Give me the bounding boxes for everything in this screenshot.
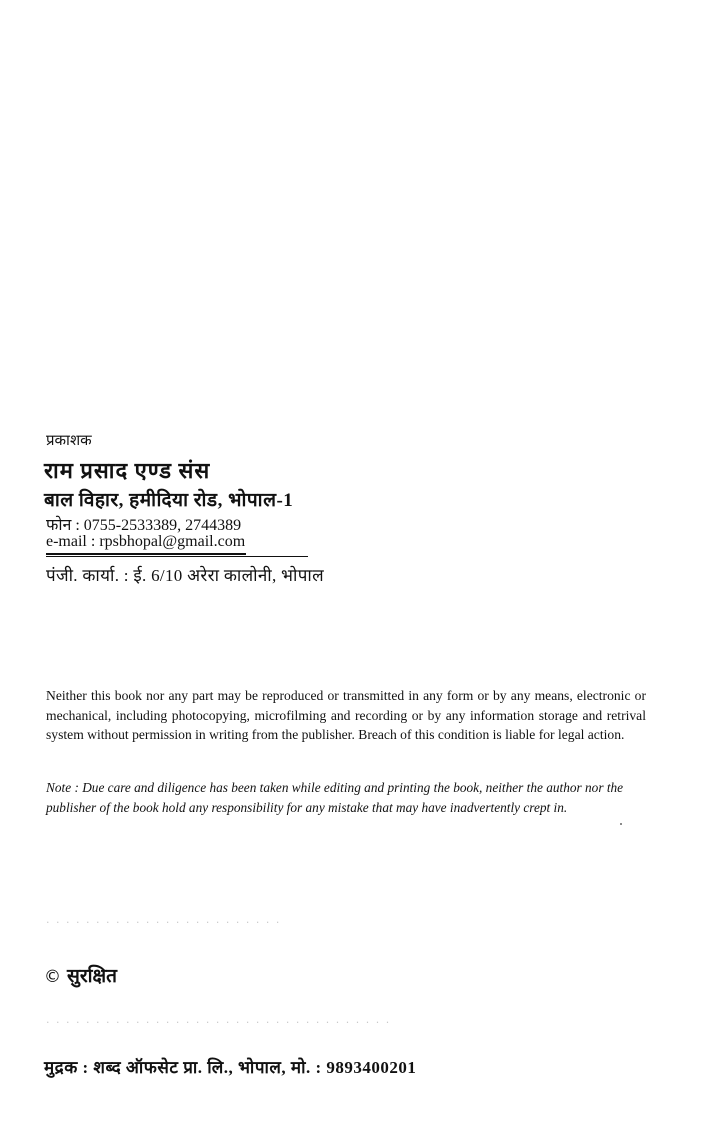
- divider-long: [46, 556, 308, 557]
- rights-notice: Neither this book nor any part may be reproduced or transmitted in any form or by any means, electronic or mechanical, including photocopying, microfilming and recording or by any information storage and retrival system without permission in writing from the publisher. Breach of this condition is liable for legal action.: [46, 688, 646, 742]
- copyright-symbol: ©: [44, 967, 61, 987]
- registered-office: पंजी. कार्या. : ई. 6/10 अरेरा कालोनी, भोपाल: [46, 566, 324, 585]
- publisher-label: प्रकाशक: [46, 433, 92, 449]
- publisher-phone: फोन : 0755-2533389, 2744389: [46, 517, 242, 534]
- publisher-address: बाल विहार, हमीदिया रोड, भोपाल-1: [44, 490, 294, 511]
- publisher-name: राम प्रसाद एण्ड संस: [44, 458, 211, 483]
- printer-line: मुद्रक : शब्द ऑफसेट प्रा. लि., भोपाल, मो. : 9893400201: [44, 1058, 417, 1077]
- faint-text-line: · · · · · · · · · · · · · · · · · · · · · · · ·: [46, 916, 281, 929]
- copyright-text: सुरक्षित: [67, 966, 117, 987]
- publisher-email: e-mail : rpsbhopal@gmail.com: [46, 533, 246, 550]
- divider-short: [46, 553, 246, 555]
- speck-mark: [620, 823, 622, 825]
- copyright-line: [44, 962, 117, 988]
- faint-text-line-2: · · · · · · · · · · · · · · · · · · · · · · · · · · · · · · · · · · ·: [46, 1016, 391, 1029]
- disclaimer-note: Note : Due care and diligence has been taken while editing and printing the book, neither the author nor the publisher of the book hold any responsibility for any mistake that may have inadvertently crept in.: [46, 780, 624, 815]
